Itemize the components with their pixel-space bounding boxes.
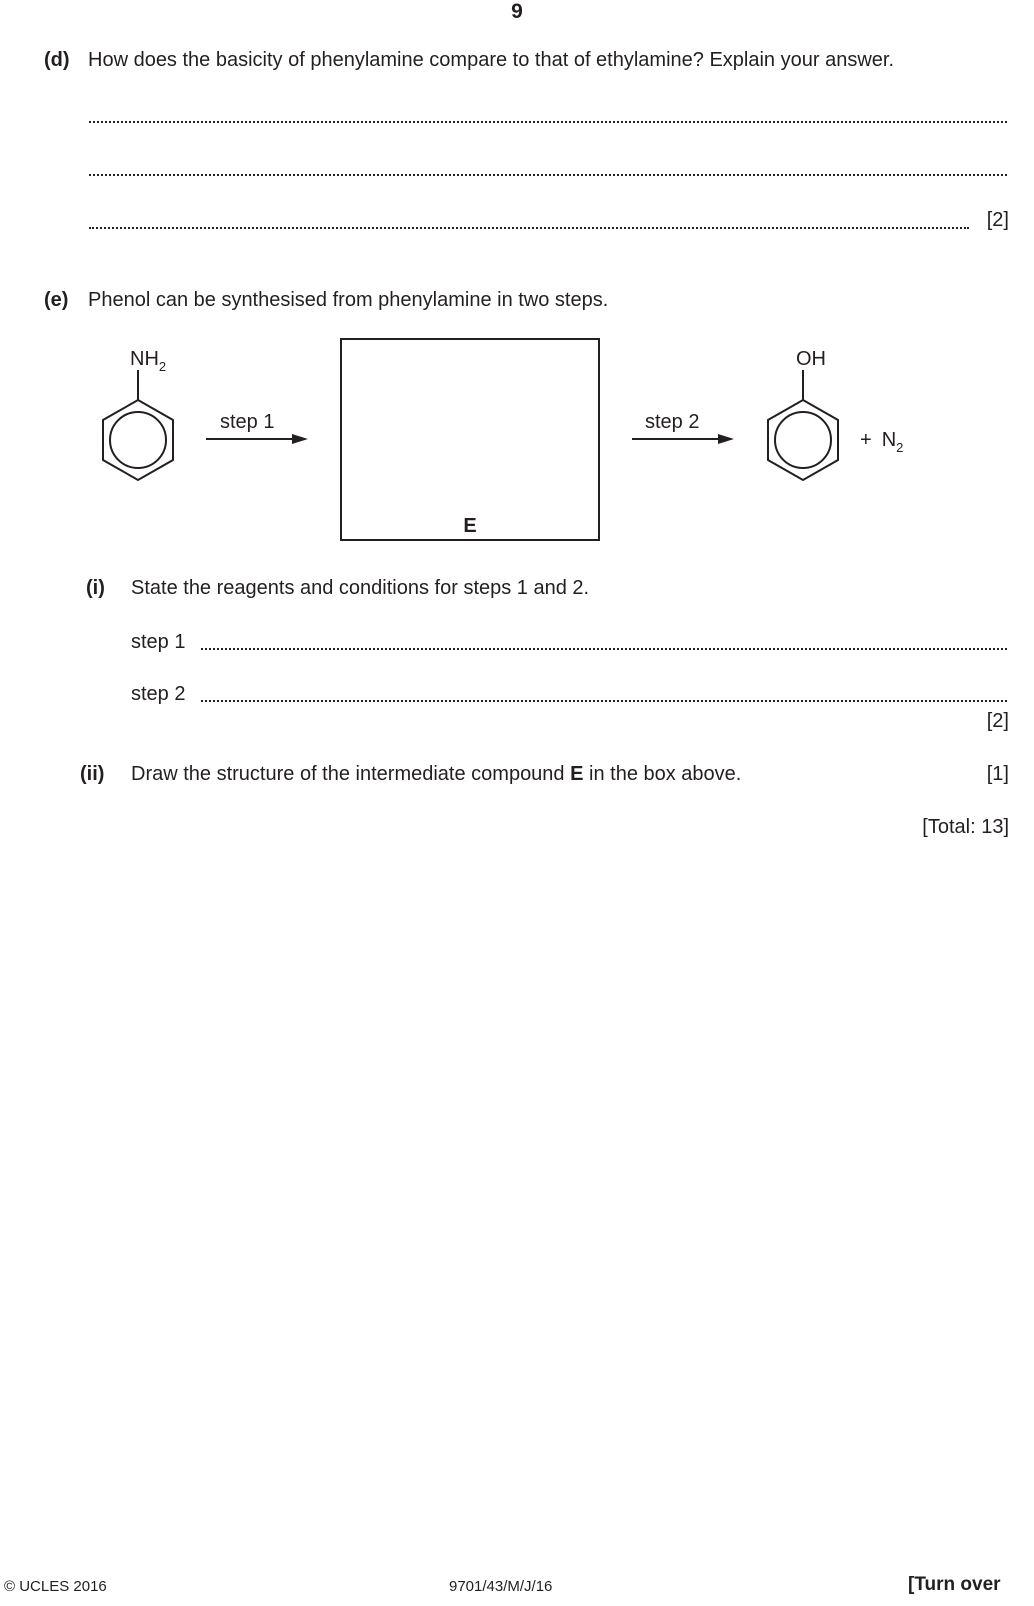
answer-line-step2[interactable] [201, 700, 1007, 702]
part-e-intro: Phenol can be synthesised from phenylamine in two steps. [88, 289, 609, 311]
footer-copyright: © UCLES 2016 [4, 1578, 107, 1595]
step1-label: step 1 [220, 411, 275, 433]
answer-line-d2[interactable] [89, 174, 1007, 176]
reactant-group-label: $NH_2$ [130, 348, 167, 374]
step2-answer-prefix: step 2 [131, 683, 186, 705]
part-d-marks: [2] [986, 209, 1009, 231]
total-marks: [Total: 13] [922, 816, 1009, 838]
step2-label: step 2 [645, 411, 700, 433]
part-d-label: (d) [44, 49, 70, 71]
sub-ii-marks: [1] [986, 763, 1009, 785]
sub-i-marks: [2] [986, 710, 1009, 732]
step1-arrowhead [292, 434, 308, 444]
intermediate-e-box[interactable] [341, 339, 599, 540]
answer-line-step1[interactable] [201, 648, 1007, 650]
sub-i-label: (i) [86, 577, 105, 599]
footer-turn-over: [Turn over [908, 1574, 1001, 1595]
sub-ii-label: (ii) [80, 763, 105, 785]
page-number: 9 [511, 0, 523, 23]
answer-line-d3[interactable] [89, 227, 969, 229]
step1-answer-prefix: step 1 [131, 631, 186, 653]
intermediate-e-label: E [463, 515, 477, 537]
phenylamine-structure [103, 348, 173, 480]
phenol-structure [768, 348, 838, 480]
sub-ii-question: Draw the structure of the intermediate compound E in the box above. [131, 763, 742, 785]
step2-arrowhead [718, 434, 734, 444]
sub-i-question: State the reagents and conditions for steps 1 and 2. [131, 577, 590, 599]
part-e-label: (e) [44, 289, 69, 311]
reaction-scheme [0, 320, 1034, 560]
product-group-label: OH [796, 348, 826, 370]
byproduct-label: + $N_2$ [860, 429, 904, 455]
answer-line-d1[interactable] [89, 121, 1007, 123]
footer-code: 9701/43/M/J/16 [449, 1578, 553, 1595]
part-d-question: How does the basicity of phenylamine compare to that of ethylamine? Explain your answer. [88, 49, 894, 71]
